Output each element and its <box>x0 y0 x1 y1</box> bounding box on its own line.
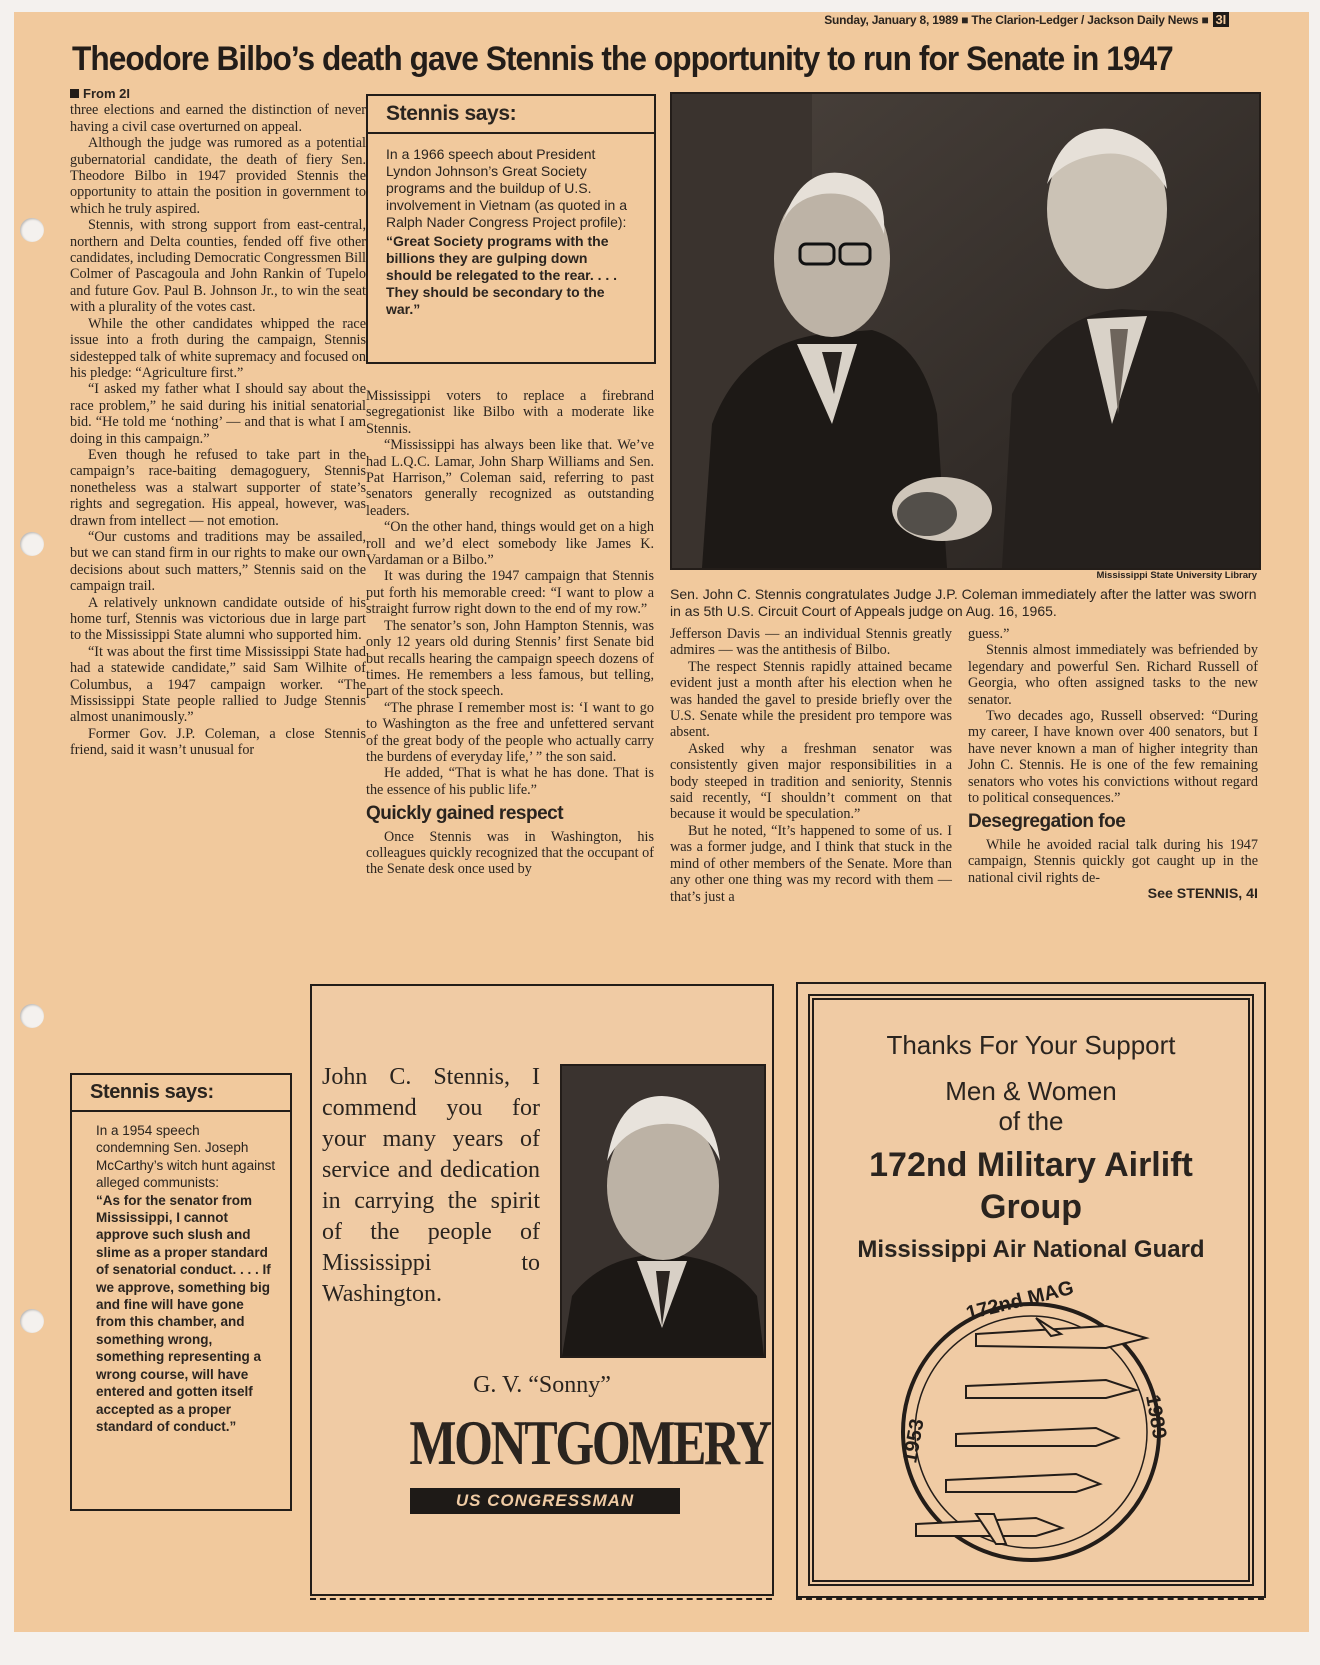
article-column-4 <box>968 626 1258 903</box>
cut-line <box>310 1598 772 1600</box>
paragraph: Stennis almost immediately was befriended by legendary and powerful Sen. Richard Russell of Georgia, who often assigned tasks to the new senator. <box>968 642 1258 708</box>
headline: Theodore Bilbo’s death gave Stennis the opportunity to run for Senate in 1947 <box>72 40 1173 78</box>
article-column-2 <box>366 388 654 878</box>
172nd-mag-seal <box>856 1274 1216 1574</box>
paragraph: Former Gov. J.P. Coleman, a close Stennis friend, said it wasn’t unusual for <box>70 725 366 759</box>
folio-line <box>824 12 1229 27</box>
air-guard-ad <box>796 982 1266 1598</box>
article-column-3 <box>670 626 952 905</box>
handshake-photo-image <box>672 94 1259 568</box>
paragraph: Stennis, with strong support from east-central, northern and Delta counties, fended off five other candidates, including Democratic Congressmen Bill Colmer of Pascagoula and John Rankin of Tupelo and future Gov. Paul B. Johnson Jr., to win the seat with a plurality of the votes cast. <box>70 217 366 316</box>
paragraph: Mississippi voters to replace a firebrand segregationist like Bilbo with a moderate like Stennis. <box>366 388 654 437</box>
bullet-square-icon <box>70 89 79 98</box>
box-quote: “As for the senator from Mississippi, I cannot approve such slush and slime as a proper standard of senatorial conduct. . . . If we approve, something big and fine will have gone from this chamber, and something wrong, something representing a wrong course, will have entered and gotten itself accepted as a proper standard of conduct.” <box>96 1192 271 1434</box>
paragraph: Once Stennis was in Washington, his colleagues quickly recognized that the occupant of the Senate desk once used by <box>366 828 654 878</box>
ad-line-2: Men & Women <box>945 1076 1117 1106</box>
box-intro: In a 1966 speech about President Lyndon Johnson’s Great Society programs and the buildup of U.S. involvement in Vietnam (as quoted in a Ralph Nader Congress Project profile): <box>386 146 627 230</box>
ad-name-big: MONTGOMERY <box>409 1407 770 1478</box>
photo-credit: Mississippi State University Library <box>1096 570 1257 581</box>
paragraph: “The phrase I remember most is: ‘I want to go to Washington as the free and unfettered servant of the great body of the people who actually carry the burdens of everyday life,’ ” the son said. <box>366 699 654 765</box>
paragraph: While he avoided racial talk during his 1947 campaign, Stennis quickly got caught up in the national civil rights de- <box>968 836 1258 886</box>
seal-top-text: 172nd MAG <box>963 1276 1076 1325</box>
paragraph: The respect Stennis rapidly attained became evident just a month after his election when he was handed the gavel to preside briefly over the U.S. Senate while the president pro tempore was absent. <box>670 658 952 741</box>
stennis-says-box-1 <box>366 94 656 364</box>
punch-hole <box>20 1004 44 1028</box>
paragraph: “It was about the first time Mississippi State had had a statewide candidate,” said Sam Wilhite of Columbus, a 1947 campaign worker. “The Mississippi State people rallied to Judge Stennis almost unanimously.” <box>70 643 366 726</box>
ad-name-small: G. V. “Sonny” <box>473 1372 611 1398</box>
paragraph: three elections and earned the distinction of never having a civil case overturned on appeal. <box>70 102 366 135</box>
paragraph: A relatively unknown candidate outside of his home turf, Stennis was victorious due in large part to the Mississippi State alumni who supported him. <box>70 594 366 644</box>
subhead: Quickly gained respect <box>366 803 564 825</box>
paragraph: Jefferson Davis — an individual Stennis greatly admires — was the antithesis of Bilbo. <box>670 626 952 659</box>
portrait-image <box>562 1066 764 1356</box>
montgomery-ad <box>310 984 774 1596</box>
ad-line-4: 172nd Military Airlift Group <box>869 1146 1193 1226</box>
subhead: Desegregation foe <box>968 811 1126 833</box>
montgomery-portrait <box>560 1064 766 1358</box>
paragraph: He added, “That is what he has done. That is the essence of his public life.” <box>366 765 654 798</box>
stennis-says-box-2 <box>70 1073 292 1511</box>
ad-title-bar: US CONGRESSMAN <box>410 1488 680 1514</box>
box-title: Stennis says: <box>72 1075 290 1112</box>
box-intro: In a 1954 speech condemning Sen. Joseph McCarthy’s witch hunt against alleged communists: <box>96 1123 276 1191</box>
punch-hole <box>20 218 44 242</box>
paragraph: It was during the 1947 campaign that Stennis put forth his memorable creed: “I want to plow a straight furrow right down to the end of my row.” <box>366 568 654 618</box>
seal-right-text: 1989 <box>1141 1393 1171 1441</box>
photo-caption: Sen. John C. Stennis congratulates Judge J.P. Coleman immediately after the latter was sworn in as 5th U.S. Circuit Court of Appeals judge on Aug. 16, 1965. <box>670 586 1257 619</box>
box-quote: “Great Society programs with the billions they are gulping down should be relegated to the rear. . . . They should be secondary to the war.” <box>386 233 618 317</box>
paragraph: Two decades ago, Russell observed: “During my career, I have known over 400 senators, but I have never known a man of higher integrity than John C. Stennis. He is one of the few remaining senators who votes his convictions without regard to political consequences.” <box>968 708 1258 807</box>
paragraph: Even though he refused to take part in the campaign’s race-baiting demagoguery, Stennis nonetheless was a stalwart supporter of state’s rights and segregation. His appeal, however, was drawn from intellect — not emotion. <box>70 446 366 529</box>
paragraph: “Our customs and traditions may be assailed, but we can stand firm in our rights to make our own decisions about such matters,” Stennis said on the campaign trail. <box>70 528 366 595</box>
paragraph: guess.” <box>968 626 1010 642</box>
ad-line-1: Thanks For Your Support <box>886 1030 1176 1060</box>
paragraph: While the other candidates whipped the race issue into a froth during the campaign, Stennis sidestepped talk of white supremacy and focused on his pledge: “Agriculture first.” <box>70 315 366 381</box>
jump-to-line: See STENNIS, 4I <box>1147 886 1258 903</box>
punch-hole <box>20 1309 44 1333</box>
paragraph: “Mississippi has always been like that. We’ve had L.Q.C. Lamar, John Sharp Williams and Sen. Pat Harrison,” Coleman said, referring to past senators generally recognized as outstanding leaders. <box>366 437 654 519</box>
punch-hole <box>20 532 44 556</box>
box-title: Stennis says: <box>368 96 654 134</box>
newspaper-page <box>14 12 1309 1632</box>
paragraph: The senator’s son, John Hampton Stennis, was only 12 years old during Stennis’ first Senate bid but recalls hearing the campaign speech dozens of times. He remembers a less famous, but telling, part of the stock speech. <box>366 617 654 700</box>
paragraph: Asked why a freshman senator was consistently given major responsibilities in a body steeped in tradition and seniority, Stennis said recently, “I shouldn’t comment on that because it would be speculation.” <box>670 740 952 823</box>
ad-line-5: Mississippi Air National Guard <box>857 1236 1205 1263</box>
paragraph: “I asked my father what I should say about the race problem,” he said during his initial senatorial bid. “He told me ‘nothing’ — and that is what I am doing in this campaign.” <box>70 381 366 447</box>
jump-from-line: From 2I <box>70 86 366 102</box>
paragraph: “On the other hand, things would get on a high roll and we’d elect somebody like James K. Vardaman or a Bilbo.” <box>366 519 654 569</box>
paragraph: Although the judge was rumored as a potential gubernatorial candidate, the death of fiery Sen. Theodore Bilbo in 1947 provided Stennis the opportunity to attain the position in government to which he truly aspired. <box>70 135 366 217</box>
ad-tribute-text: John C. Stennis, I commend you for your many years of service and dedication in carrying the spirit of the people of Mississippi to Washington. <box>322 1064 540 1307</box>
article-column-1 <box>70 86 366 759</box>
folio-text: Sunday, January 8, 1989 ■ The Clarion-Ledger / Jackson Daily News ■ <box>824 13 1209 27</box>
paragraph: But he noted, “It’s happened to some of us. I was a former judge, and I think that stuck in the mind of other members of the Senate. More than any other one thing was my record with them — that’s just a <box>670 822 952 905</box>
page-number: 3I <box>1213 12 1229 27</box>
cut-line <box>796 1598 1264 1600</box>
seal-left-text: 1953 <box>899 1417 929 1465</box>
stennis-coleman-photo <box>670 92 1261 570</box>
ad-line-3: of the <box>998 1106 1064 1136</box>
